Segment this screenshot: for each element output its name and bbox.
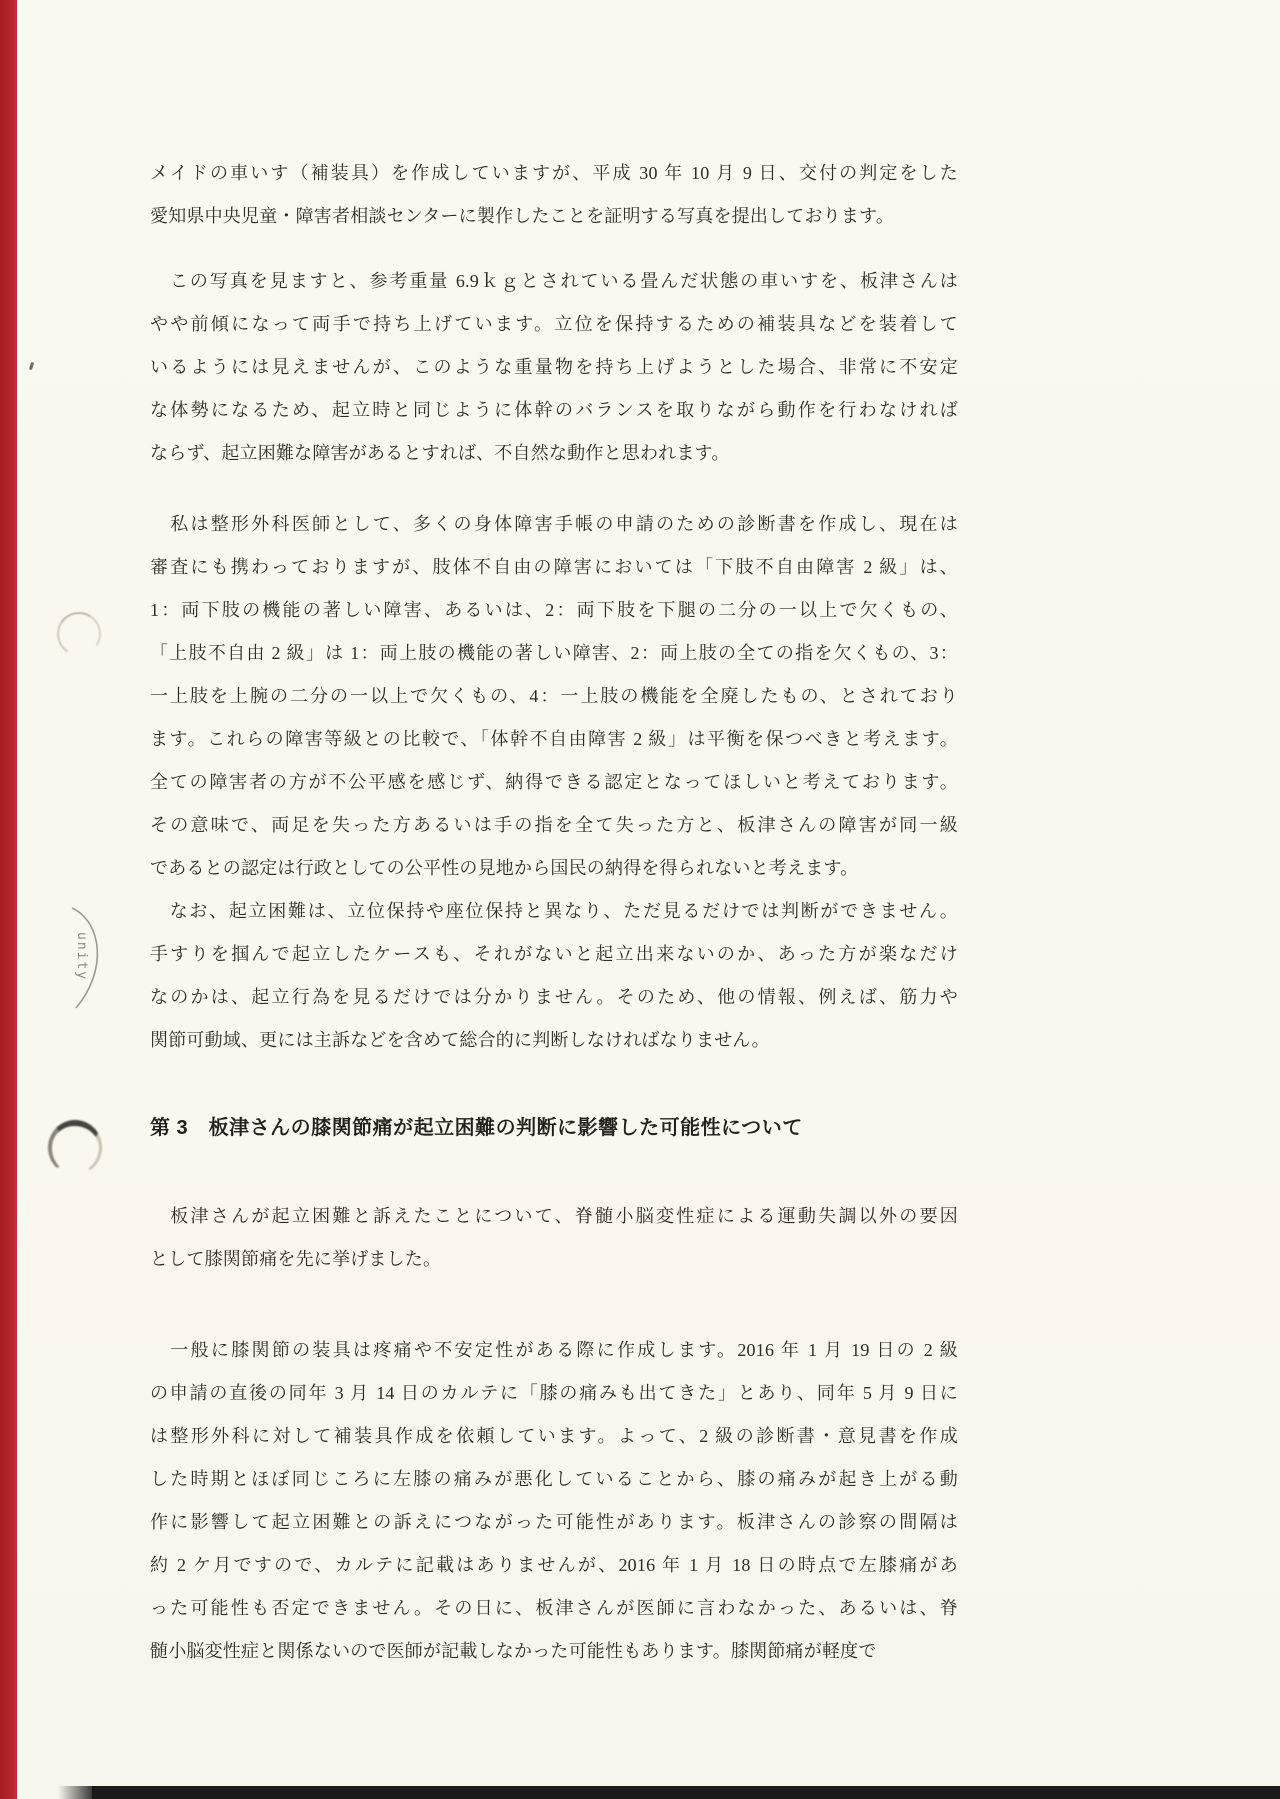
stamp-text: unity <box>74 932 89 982</box>
stamp-mark <box>62 902 114 1014</box>
text-line: った可能性も否定できません。その日に、板津さんが医師に言わなかった、あるいは、脊 <box>150 1598 958 1618</box>
paragraph <box>150 1195 958 1281</box>
text-line: この写真を見ますと、参考重量 6.9ｋｇとされている畳んだ状態の車いすを、板津さんは <box>150 271 958 291</box>
binding-stripe-red <box>0 0 17 1799</box>
paragraph <box>150 503 958 890</box>
text-line: ます。これらの障害等級との比較で、「体幹不自由障害 2 級」は平衡を保つべきと考えます。 <box>150 729 958 749</box>
text-line: 関節可動域、更には主訴などを含めて総合的に判断しなければなりません。 <box>150 1030 770 1050</box>
paragraph <box>150 152 958 238</box>
text-line: した時期とほぼ同じころに左膝の痛みが悪化していることから、膝の痛みが起き上がる動 <box>150 1469 958 1489</box>
text-line: 手すりを掴んで起立したケースも、それがないと起立出来ないのか、あった方が楽なだけ <box>150 944 958 964</box>
text-line: メイドの車いす（補装具）を作成していますが、平成 30 年 10 月 9 日、交付の判定をした <box>150 163 958 183</box>
text-line: 私は整形外科医師として、多くの身体障害手帳の申請のための診断書を作成し、現在は <box>150 514 958 534</box>
paragraph <box>150 260 958 475</box>
text-line: 1：両下肢の機能の著しい障害、あるいは、2：両下肢を下腿の二分の一以上で欠くもの、 <box>150 600 958 620</box>
text-line: として膝関節痛を先に挙げました。 <box>150 1249 442 1269</box>
text-line: なお、起立困難は、立位保持や座位保持と異なり、ただ見るだけでは判断ができません。 <box>150 901 958 921</box>
document-body <box>150 152 958 1673</box>
text-line: いるようには見えませんが、このような重量物を持ち上げようとした場合、非常に不安定 <box>150 357 958 377</box>
text-line: 作に影響して起立困難との訴えにつながった可能性があります。板津さんの診察の間隔は <box>150 1512 958 1532</box>
text-line: 「上肢不自由 2 級」は 1：両上肢の機能の著しい障害、2：両上肢の全ての指を欠くもの、3： <box>150 643 958 663</box>
section-heading: 第 3 板津さんの膝関節痛が起立困難の判断に影響した可能性について <box>150 1117 803 1139</box>
text-line: 約 2 ケ月ですので、カルテに記載はありませんが、2016 年 1 月 18 日の時点で左膝痛があ <box>150 1555 958 1575</box>
text-line: であるとの認定は行政としての公平性の見地から国民の納得を得られないと考えます。 <box>150 858 859 878</box>
scan-speck <box>29 362 34 371</box>
text-line: やや前傾になって両手で持ち上げています。立位を保持するための補装具などを装着して <box>150 314 958 334</box>
paragraph <box>150 890 958 1062</box>
text-line: なのかは、起立行為を見るだけでは分かりません。そのため、他の情報、例えば、筋力や <box>150 987 958 1007</box>
text-line: 全ての障害者の方が不公平感を感じず、納得できる認定となってほしいと考えております。 <box>150 772 958 792</box>
text-line: の申請の直後の同年 3 月 14 日のカルテに「膝の痛みも出てきた」とあり、同年 5 月 9 日に <box>150 1383 958 1403</box>
text-line: 板津さんが起立困難と訴えたことについて、脊髄小脳変性症による運動失調以外の要因 <box>150 1206 958 1226</box>
text-line: な体勢になるため、起立時と同じように体幹のバランスを取りながら動作を行わなければ <box>150 400 958 420</box>
text-line: 一上肢を上腕の二分の一以上で欠くもの、4：一上肢の機能を全廃したもの、とされており <box>150 686 958 706</box>
text-line: 髄小脳変性症と関係ないので医師が記載しなかった可能性もあります。膝関節痛が軽度で <box>150 1641 877 1661</box>
text-line: は整形外科に対して補装具作成を依頼しています。よって、2 級の診断書・意見書を作成 <box>150 1426 958 1446</box>
text-line: その意味で、両足を失った方あるいは手の指を全て失った方と、板津さんの障害が同一級 <box>150 815 958 835</box>
text-line: 一般に膝関節の装具は疼痛や不安定性がある際に作成します。2016 年 1 月 19 日の 2 級 <box>150 1340 958 1360</box>
text-line: 愛知県中央児童・障害者相談センターに製作したことを証明する写真を提出しております。 <box>150 206 895 226</box>
text-line: 審査にも携わっておりますが、肢体不自由の障害においては「下肢不自由障害 2 級」は、 <box>150 557 958 577</box>
hole-punch-mark <box>53 608 105 660</box>
hole-punch-mark <box>45 1117 104 1177</box>
text-line: ならず、起立困難な障害があるとすれば、不自然な動作と思われます。 <box>150 443 730 463</box>
paragraph <box>150 1329 958 1673</box>
scan-edge-bar <box>92 1786 1280 1799</box>
